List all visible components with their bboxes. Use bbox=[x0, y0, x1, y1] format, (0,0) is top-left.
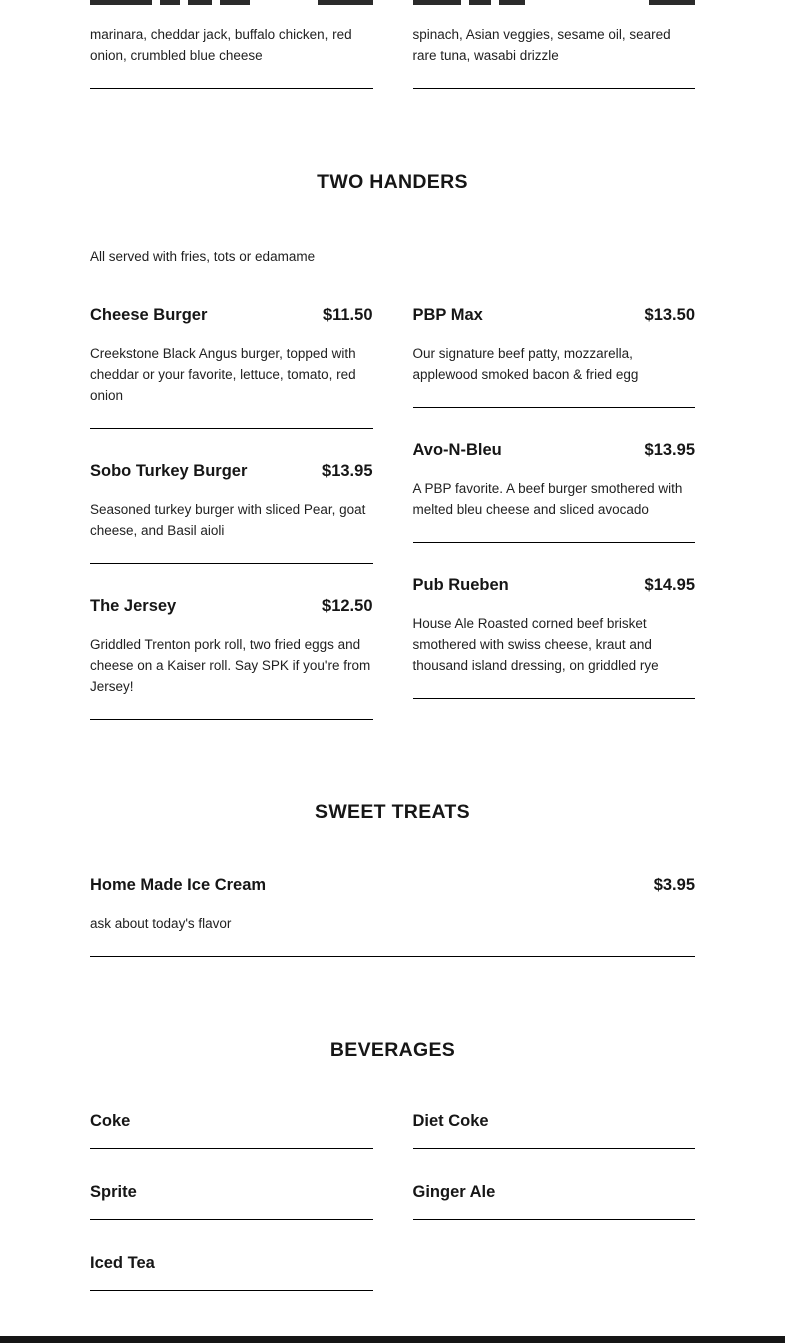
item-name: Avo-N-Bleu bbox=[412, 441, 502, 459]
cutoff-price-fragment bbox=[649, 0, 695, 5]
item-header bbox=[90, 460, 373, 482]
item-divider bbox=[90, 719, 373, 720]
item-description: Seasoned turkey burger with sliced Pear, goat cheese, and Basil aioli bbox=[90, 502, 366, 538]
item-name: Sprite bbox=[90, 1183, 137, 1201]
item-header bbox=[413, 574, 696, 596]
item-description: Griddled Trenton pork roll, two fried eggs and cheese on a Kaiser roll. Say SPK if you're from Jersey! bbox=[90, 637, 371, 694]
menu-item bbox=[90, 304, 373, 429]
menu-item bbox=[90, 874, 695, 957]
item-description: marinara, cheddar jack, buffalo chicken, red onion, crumbled blue cheese bbox=[90, 27, 352, 63]
cutoff-item-left bbox=[90, 0, 373, 89]
item-name: Pub Rueben bbox=[412, 576, 509, 594]
item-name: The Jersey bbox=[90, 597, 177, 615]
item-divider bbox=[90, 1148, 373, 1149]
section-beverages bbox=[90, 1038, 695, 1291]
item-header bbox=[90, 304, 373, 326]
menu-item bbox=[413, 574, 696, 699]
item-price: $13.50 bbox=[644, 306, 695, 324]
menu-item bbox=[90, 595, 373, 720]
two-handers-right-column bbox=[413, 304, 696, 699]
item-name: Home Made Ice Cream bbox=[90, 876, 267, 894]
section-note: All served with fries, tots or edamame bbox=[90, 249, 316, 264]
beverages-items bbox=[90, 1110, 695, 1291]
item-header bbox=[90, 874, 695, 896]
menu-content bbox=[90, 0, 695, 1291]
item-name: PBP Max bbox=[412, 306, 483, 324]
item-name: Diet Coke bbox=[412, 1112, 489, 1130]
item-name: Cheese Burger bbox=[90, 306, 208, 324]
item-name: Ginger Ale bbox=[412, 1183, 496, 1201]
section-title: BEVERAGES bbox=[329, 1039, 456, 1061]
beverages-right-column bbox=[413, 1110, 696, 1220]
section-sweet-treats bbox=[90, 800, 695, 957]
section-title: TWO HANDERS bbox=[317, 171, 468, 193]
menu-item bbox=[413, 439, 696, 543]
item-header bbox=[413, 304, 696, 326]
item-divider bbox=[413, 542, 696, 543]
menu-item bbox=[90, 1252, 373, 1291]
cutoff-price-fragment bbox=[318, 0, 373, 5]
item-price: $3.95 bbox=[653, 876, 695, 894]
item-divider bbox=[413, 698, 696, 699]
item-divider bbox=[90, 428, 373, 429]
item-divider bbox=[413, 407, 696, 408]
item-divider bbox=[413, 1148, 696, 1149]
cutoff-item-title-fragments bbox=[413, 0, 696, 5]
item-divider bbox=[90, 1219, 373, 1220]
item-divider bbox=[90, 1290, 373, 1291]
item-divider bbox=[90, 563, 373, 564]
item-description: Our signature beef patty, mozzarella, applewood smoked bacon & fried egg bbox=[412, 346, 639, 382]
two-handers-items bbox=[90, 304, 695, 720]
item-price: $14.95 bbox=[644, 576, 695, 594]
item-divider bbox=[413, 1219, 696, 1220]
section-two-handers bbox=[90, 170, 695, 720]
menu-item bbox=[90, 460, 373, 564]
menu-item bbox=[90, 1110, 373, 1149]
item-divider bbox=[90, 88, 373, 89]
item-divider bbox=[90, 956, 695, 957]
item-name: Coke bbox=[90, 1112, 131, 1130]
cutoff-item-row bbox=[90, 0, 695, 89]
item-name: Iced Tea bbox=[90, 1254, 155, 1272]
item-description: ask about today's flavor bbox=[90, 916, 232, 931]
menu-item bbox=[90, 1181, 373, 1220]
menu-item bbox=[413, 304, 696, 408]
item-divider bbox=[413, 88, 696, 89]
footer-bar bbox=[0, 1336, 785, 1343]
menu-item bbox=[413, 1181, 696, 1220]
item-description: A PBP favorite. A beef burger smothered with melted bleu cheese and sliced avocado bbox=[412, 481, 683, 517]
item-price: $13.95 bbox=[644, 441, 695, 459]
item-name: Sobo Turkey Burger bbox=[90, 462, 248, 480]
beverages-left-column bbox=[90, 1110, 373, 1291]
item-price: $11.50 bbox=[322, 306, 373, 324]
cutoff-item-right bbox=[413, 0, 696, 89]
item-price: $13.95 bbox=[322, 462, 373, 480]
item-header bbox=[90, 595, 373, 617]
cutoff-title-fragment bbox=[413, 0, 525, 5]
cutoff-title-fragment bbox=[90, 0, 250, 5]
item-header bbox=[413, 439, 696, 461]
menu-item bbox=[413, 1110, 696, 1149]
item-description: House Ale Roasted corned beef brisket smothered with swiss cheese, kraut and thousand island dressing, on griddled rye bbox=[412, 616, 659, 673]
item-description: spinach, Asian veggies, sesame oil, seared rare tuna, wasabi drizzle bbox=[412, 27, 671, 63]
two-handers-left-column bbox=[90, 304, 373, 720]
item-description: Creekstone Black Angus burger, topped with cheddar or your favorite, lettuce, tomato, red onion bbox=[90, 346, 356, 403]
item-price: $12.50 bbox=[322, 597, 373, 615]
section-title: SWEET TREATS bbox=[315, 801, 470, 823]
cutoff-item-title-fragments bbox=[90, 0, 373, 5]
